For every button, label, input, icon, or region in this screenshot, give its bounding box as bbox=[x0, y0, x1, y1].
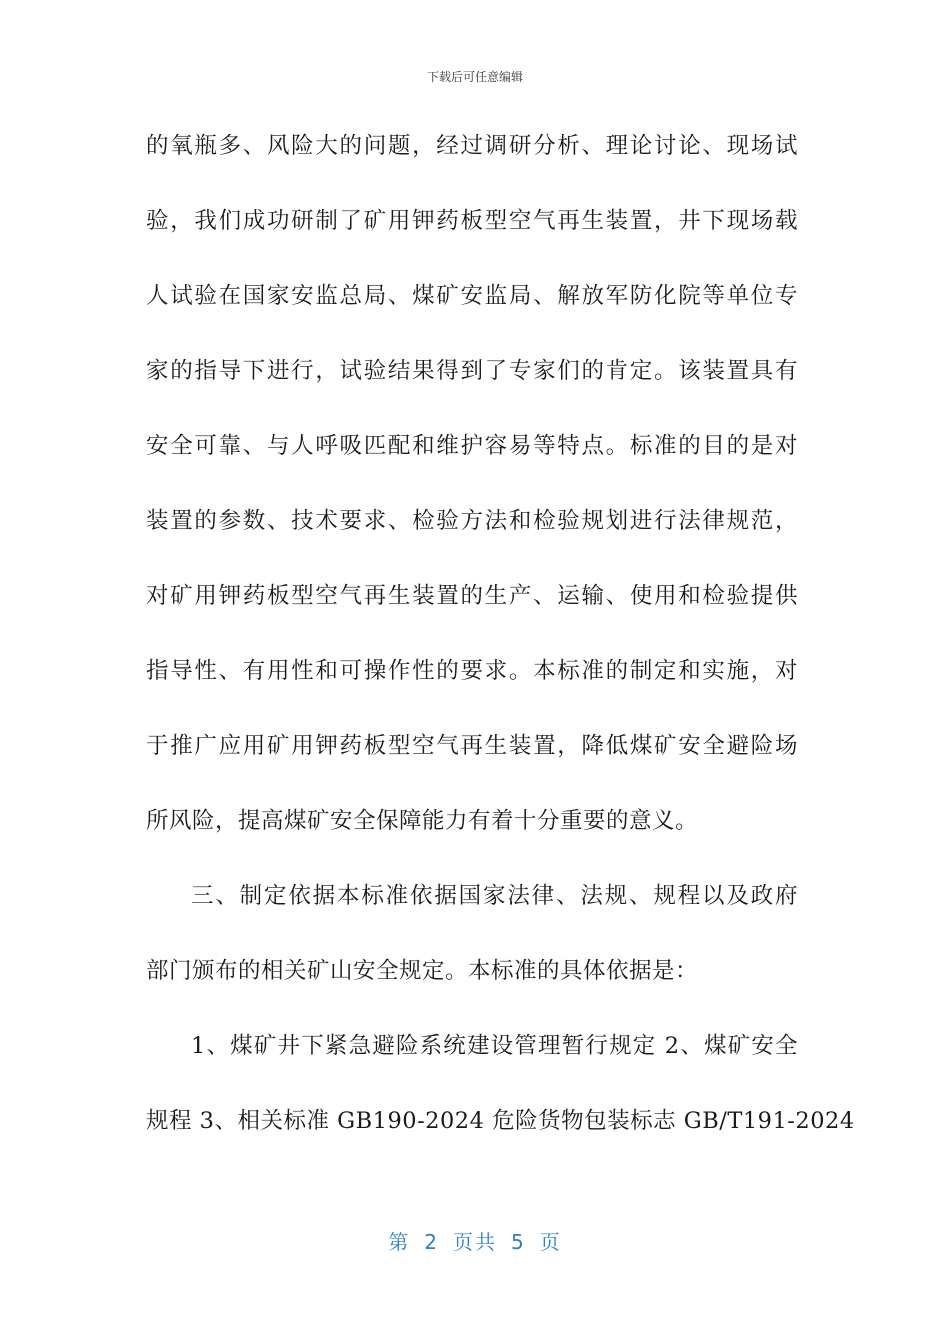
text-line: 验，我们成功研制了矿用钾药板型空气再生装置，井下现场载 bbox=[146, 208, 798, 234]
page-header: 下载后可任意编辑 bbox=[426, 70, 523, 84]
text-line: 的氧瓶多、风险大的问题，经过调研分析、理论讨论、现场试 bbox=[146, 133, 798, 159]
text-line: 人试验在国家安监总局、煤矿安监局、解放军防化院等单位专 bbox=[146, 283, 798, 309]
text-line: 指导性、有用性和可操作性的要求。本标准的制定和实施，对 bbox=[146, 658, 798, 684]
text-line: 部门颁布的相关矿山安全规定。本标准的具体依据是： bbox=[146, 958, 699, 984]
text-line: 所风险，提高煤矿安全保障能力有着十分重要的意义。 bbox=[146, 808, 699, 834]
footer-label-page: 第 bbox=[388, 1230, 411, 1254]
text-line: 规程 3、相关标准 GB190-2024 危险货物包装标志 GB/T191-2024 bbox=[146, 1108, 855, 1134]
text-line: 安全可靠、与人呼吸匹配和维护容易等特点。标准的目的是对 bbox=[146, 433, 798, 459]
footer-current-page: 2 bbox=[424, 1230, 439, 1254]
text-line: 三、制定依据本标准依据国家法律、法规、规程以及政府 bbox=[191, 883, 798, 909]
footer-label-page-of: 页共 bbox=[453, 1230, 497, 1254]
text-line: 1、煤矿井下紧急避险系统建设管理暂行规定 2、煤矿安全 bbox=[191, 1033, 798, 1059]
footer-label-page-end: 页 bbox=[539, 1230, 562, 1254]
text-line: 家的指导下进行，试验结果得到了专家们的肯定。该装置具有 bbox=[146, 358, 798, 384]
document-body bbox=[146, 126, 855, 1176]
text-line: 对矿用钾药板型空气再生装置的生产、运输、使用和检验提供 bbox=[146, 583, 798, 609]
page-footer bbox=[0, 1226, 950, 1255]
text-line: 于推广应用矿用钾药板型空气再生装置，降低煤矿安全避险场 bbox=[146, 733, 798, 759]
text-line: 装置的参数、技术要求、检验方法和检验规划进行法律规范， bbox=[146, 508, 798, 534]
footer-total-pages: 5 bbox=[511, 1230, 526, 1254]
